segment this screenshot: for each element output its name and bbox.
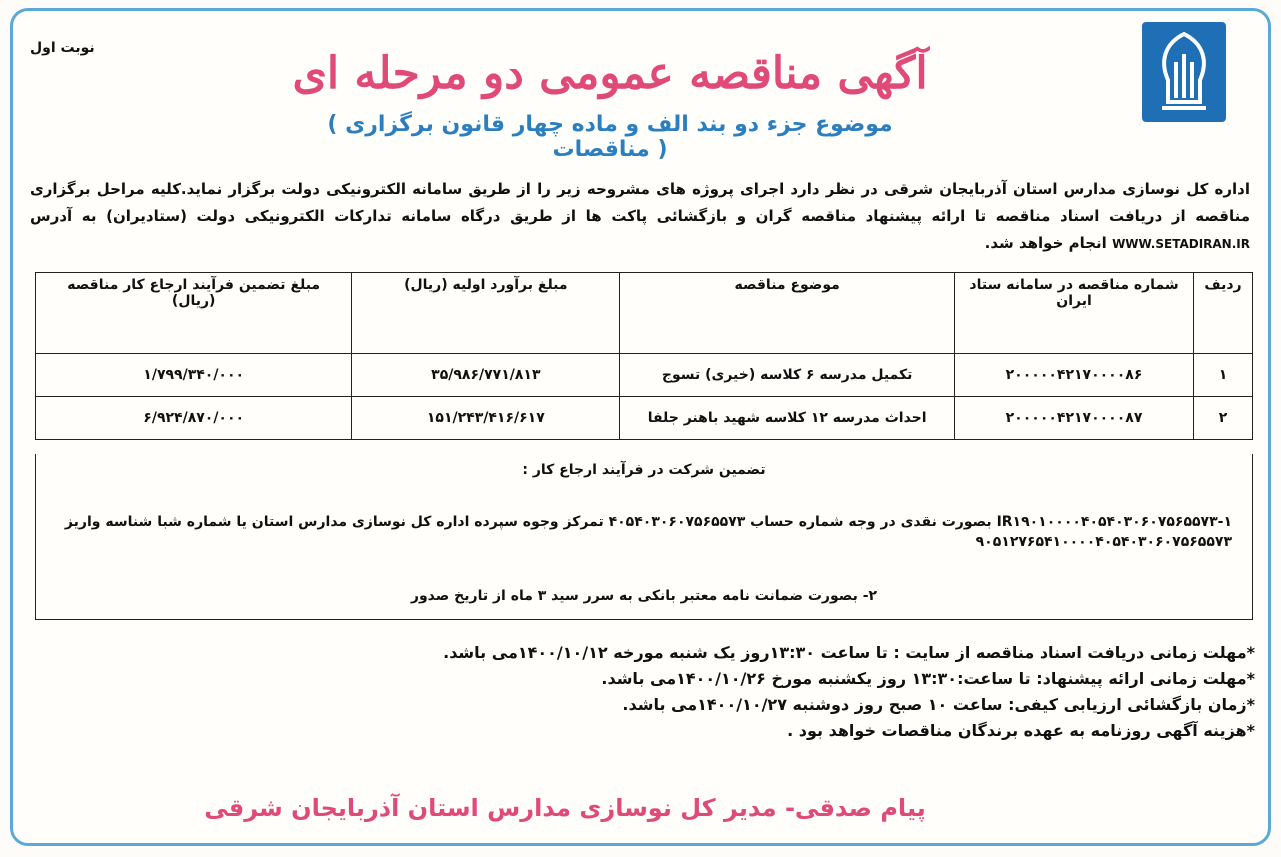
row-estimate: ۱۵۱/۲۴۳/۴۱۶/۶۱۷ [352,397,620,440]
page-title: آگهی مناقصه عمومی دو مرحله ای [292,48,928,99]
page-subtitle: ( موضوع جزء دو بند الف و ماده چهار قانون برگزاری مناقصات ) [327,112,893,162]
deadline-notes [30,640,1255,744]
note-item: *هزینه آگهی روزنامه به عهده برندگان مناقصات خواهد بود . [787,721,1255,740]
note-item: *مهلت زمانی ارائه پیشنهاد: تا ساعت:۱۳:۳۰ روز یکشنبه مورخ ۱۴۰۰/۱۰/۲۶می باشد. [601,669,1255,688]
note-item: *مهلت زمانی دریافت اسناد مناقصه از سایت : تا ساعت ۱۳:۳۰روز یک شنبه مورخه ۱۴۰۰/۱۰/۱۲می باشد. [443,643,1255,662]
row-number: ۲۰۰۰۰۰۴۲۱۷۰۰۰۰۸۷ [954,397,1193,440]
table-row [36,354,1253,397]
guarantee-option-cash: IR۱۹۰۱۰۰۰۰۴۰۵۴۰۳۰۶۰۷۵۶۵۵۷۳-۱ بصورت نقدی در وجه شماره حساب ۴۰۵۴۰۳۰۶۰۷۵۶۵۵۷۳ تمرکز وجوه سپرده اداره کل نوسازی مدارس استان یا شماره شبا شناسه واریز ۹۰۵۱۲۷۶۵۴۱۰۰۰۰۴۰۵۴۰۳۰۶۰۷۵۶۵۵۷۳ [64,514,1232,550]
header-number: شماره مناقصه در سامانه ستاد ایران [954,273,1193,354]
header-guarantee: مبلغ تضمین فرآیند ارجاع کار مناقصه (ریال) [36,273,352,354]
organization-logo [1142,22,1226,122]
table-row [36,397,1253,440]
signature-line: پیام صدقی- مدیر کل نوسازی مدارس استان آذربایجان شرقی [204,794,926,822]
intro-suffix: انجام خواهد شد. [984,234,1107,252]
edition-badge: نوبت اول [30,40,95,56]
row-guarantee: ۱/۷۹۹/۳۴۰/۰۰۰ [36,354,352,397]
row-subject: تکمیل مدرسه ۶ کلاسه (خیری) تسوج [620,354,955,397]
table-header-row [36,273,1253,354]
header-subject: موضوع مناقصه [620,273,955,354]
guarantee-option-bank: ۲- بصورت ضمانت نامه معتبر بانکی به سرر سید ۳ ماه از تاریخ صدور [410,588,878,604]
header-estimate: مبلغ برآورد اولیه (ریال) [352,273,620,354]
guarantee-title: تضمین شرکت در فرآیند ارجاع کار : [522,462,766,478]
row-index: ۱ [1194,354,1253,397]
row-guarantee: ۶/۹۲۴/۸۷۰/۰۰۰ [36,397,352,440]
row-subject: احداث مدرسه ۱۲ کلاسه شهید باهنر جلفا [620,397,955,440]
intro-paragraph [30,176,1250,258]
website-link[interactable]: WWW.SETADIRAN.IR [1112,237,1250,251]
header-index: ردیف [1194,273,1253,354]
intro-text: اداره کل نوسازی مدارس استان آذربایجان شرقی در نظر دارد اجرای پروژه های مشروحه زیر را از طریق سامانه الکترونیکی دولت برگزار نماید.کلیه مراحل برگزاری مناقصه از دریافت اسناد مناقصه تا ارائه پیشنهاد مناقصه گران و بازگشائی پاکت ها از طریق درگاه سامانه تدارکات الکترونیکی دولت (ستادیران) به آدرس [30,180,1250,225]
row-index: ۲ [1194,397,1253,440]
tender-table [35,272,1253,440]
row-number: ۲۰۰۰۰۰۴۲۱۷۰۰۰۰۸۶ [954,354,1193,397]
logo-emblem-icon [1142,22,1226,122]
row-estimate: ۳۵/۹۸۶/۷۷۱/۸۱۳ [352,354,620,397]
note-item: *زمان بازگشائی ارزیابی کیفی: ساعت ۱۰ صبح روز دوشنبه ۱۴۰۰/۱۰/۲۷می باشد. [622,695,1255,714]
guarantee-section [35,454,1253,620]
